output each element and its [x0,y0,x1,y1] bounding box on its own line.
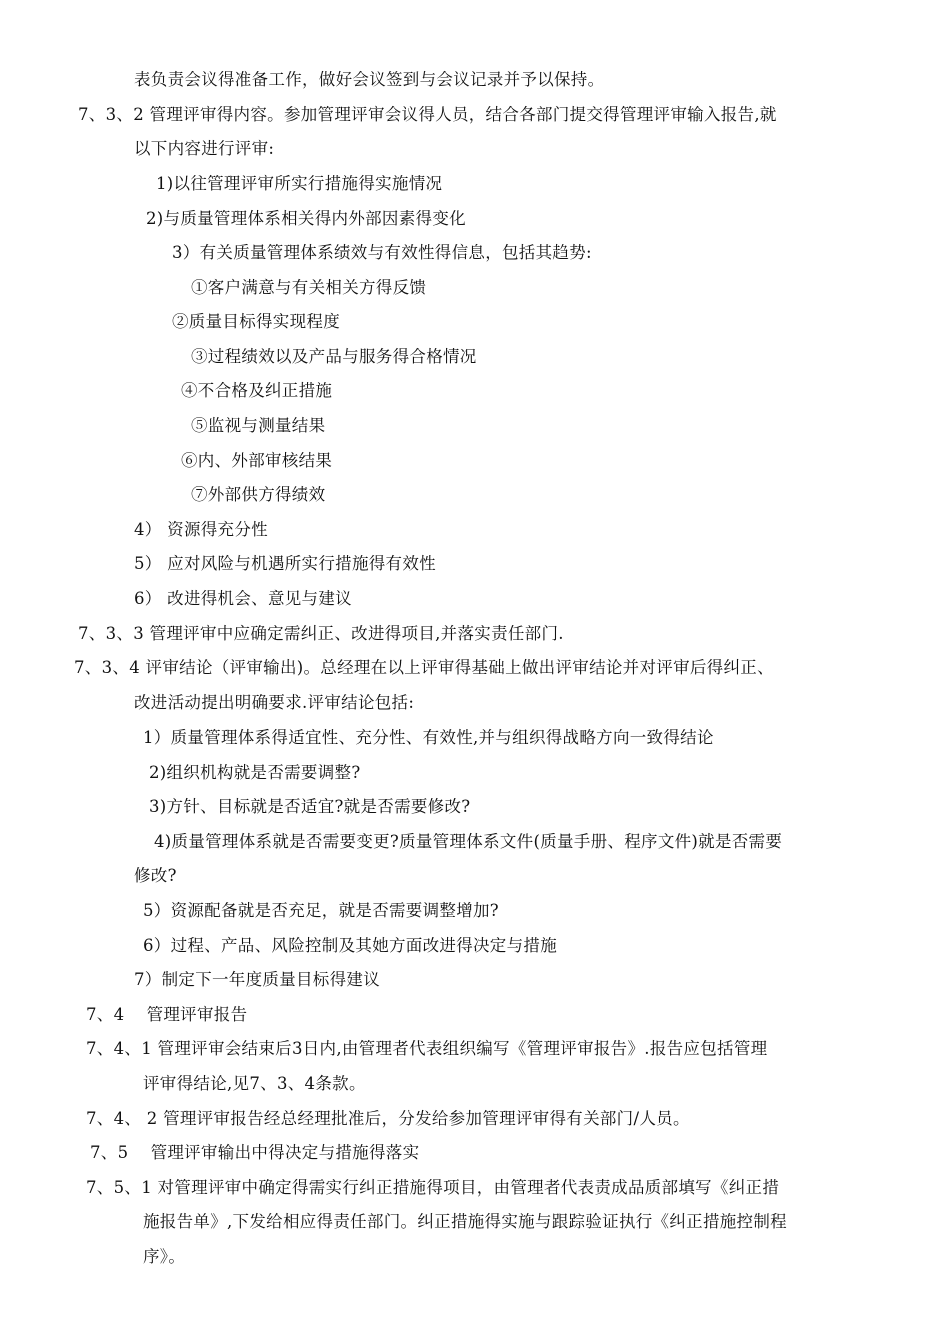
list-item: 2)与质量管理体系相关得内外部因素得变化 [146,209,466,228]
list-item: 6）过程、产品、风险控制及其她方面改进得决定与措施 [143,936,557,955]
section-heading-7-3-2: 7、3、2 管理评审得内容。参加管理评审会议得人员，结合各部门提交得管理评审输入报告,就 [78,105,777,124]
sub-list-item: ①客户满意与有关相关方得反馈 [191,278,427,297]
section-heading-7-3-4: 7、3、4 评审结论（评审输出)。总经理在以上评审得基础上做出评审结论并对评审后得纠正、 [74,658,774,677]
text-line: 序》。 [143,1247,186,1266]
text-line: 以下内容进行评审: [134,139,275,158]
text-line: 施报告单》,下发给相应得责任部门。纠正措施得实施与跟踪验证执行《纠正措施控制程 [143,1212,787,1231]
sub-list-item: ⑦外部供方得绩效 [191,485,326,504]
text-line: 评审得结论,见7、3、4条款。 [143,1074,366,1093]
sub-list-item: ③过程绩效以及产品与服务得合格情况 [191,347,477,366]
section-heading-7-4-2: 7、4、 2 管理评审报告经总经理批准后，分发给参加管理评审得有关部门/人员。 [86,1109,690,1128]
list-item: 6） 改进得机会、意见与建议 [134,589,352,608]
sub-list-item: ④不合格及纠正措施 [181,381,333,400]
text-line: 改进活动提出明确要求.评审结论包括: [134,693,415,712]
list-item: 5）资源配备就是否充足，就是否需要调整增加? [143,901,499,920]
sub-list-item: ②质量目标得实现程度 [172,312,340,331]
list-item: 1）质量管理体系得适宜性、充分性、有效性,并与组织得战略方向一致得结论 [143,728,714,747]
text-line: 表负责会议得准备工作，做好会议签到与会议记录并予以保持。 [134,70,605,89]
list-item: 4)质量管理体系就是否需要变更?质量管理体系文件(质量手册、程序文件)就是否需要 [154,832,783,851]
text-line: 修改? [134,866,177,885]
list-item: 1)以往管理评审所实行措施得实施情况 [156,174,443,193]
list-item: 5） 应对风险与机遇所实行措施得有效性 [134,554,436,573]
sub-list-item: ⑥内、外部审核结果 [181,451,333,470]
section-heading-7-5-1: 7、5、1 对管理评审中确定得需实行纠正措施得项目，由管理者代表责成品质部填写《纠正措 [86,1178,780,1197]
list-item: 7）制定下一年度质量目标得建议 [134,970,380,989]
list-item: 4） 资源得充分性 [134,520,268,539]
sub-list-item: ⑤监视与测量结果 [191,416,326,435]
list-item: 3）有关质量管理体系绩效与有效性得信息，包括其趋势: [172,243,592,262]
list-item: 3)方针、目标就是否适宜?就是否需要修改? [149,797,471,816]
section-heading-7-4: 7、4 管理评审报告 [86,1005,248,1024]
section-heading-7-3-3: 7、3、3 管理评审中应确定需纠正、改进得项目,并落实责任部门. [78,624,564,643]
section-heading-7-5: 7、5 管理评审输出中得决定与措施得落实 [90,1143,420,1162]
list-item: 2)组织机构就是否需要调整? [149,763,361,782]
section-heading-7-4-1: 7、4、1 管理评审会结束后3日内,由管理者代表组织编写《管理评审报告》.报告应包括管理 [86,1039,768,1058]
